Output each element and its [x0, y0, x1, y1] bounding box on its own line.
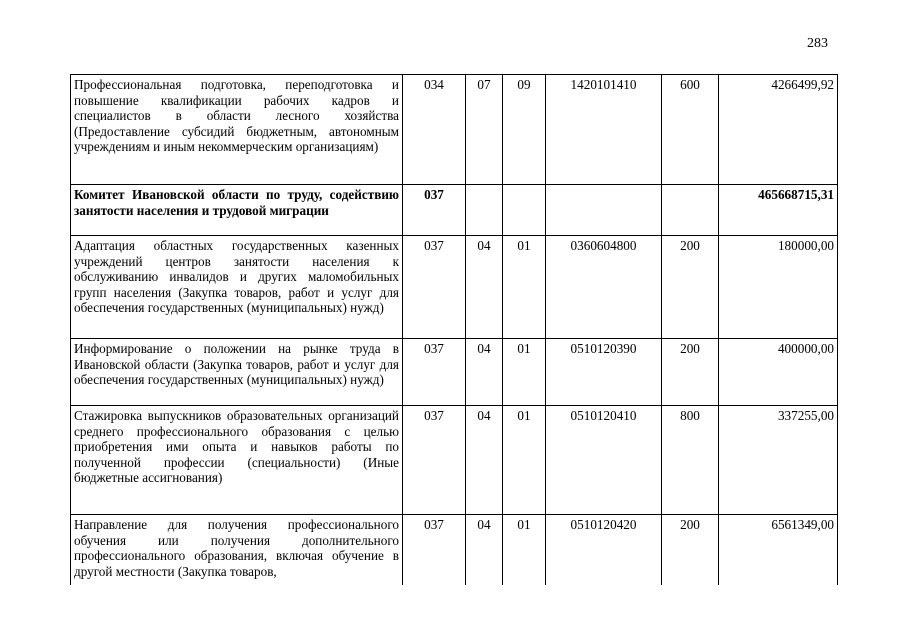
- amount-cell: 4266499,92: [719, 75, 838, 185]
- subsection-code-cell: 01: [503, 339, 546, 406]
- section-code-cell: 07: [466, 75, 503, 185]
- expense-name-cell: Стажировка выпускников образовательных организаций среднего профессионального образования с целью приобретения ими опыта и навыков работы по полученной профессии (специальности) (Иные бюджетные ассигнования): [71, 406, 403, 515]
- target-article-cell: [546, 185, 662, 236]
- page-number: 283: [807, 36, 828, 51]
- expense-type-cell: 200: [662, 236, 719, 339]
- amount-cell: 6561349,00: [719, 515, 838, 585]
- ministry-code-cell: 037: [403, 236, 466, 339]
- target-article-cell: 0510120420: [546, 515, 662, 585]
- amount-cell: 337255,00: [719, 406, 838, 515]
- table-row: [71, 339, 838, 406]
- ministry-code-cell: 037: [403, 185, 466, 236]
- expense-type-cell: 800: [662, 406, 719, 515]
- subsection-code-cell: 01: [503, 406, 546, 515]
- expense-name-cell: Комитет Ивановской области по труду, содействию занятости населения и трудовой миграции: [71, 185, 403, 236]
- amount-cell: 400000,00: [719, 339, 838, 406]
- amount-cell: 465668715,31: [719, 185, 838, 236]
- target-article-cell: 0510120410: [546, 406, 662, 515]
- section-code-cell: 04: [466, 515, 503, 585]
- expense-name-cell: Адаптация областных государственных казенных учреждений центров занятости населения к обслуживанию инвалидов и других маломобильных групп населения (Закупка товаров, работ и услуг для обеспечения государственных (муниципальных) нужд): [71, 236, 403, 339]
- table-row: [71, 515, 838, 585]
- table-row: [71, 75, 838, 185]
- expense-name-cell: Информирование о положении на рынке труда в Ивановской области (Закупка товаров, работ и услуг для обеспечения государственных (муниципальных) нужд): [71, 339, 403, 406]
- subsection-code-cell: 09: [503, 75, 546, 185]
- table-row: [71, 236, 838, 339]
- ministry-code-cell: 034: [403, 75, 466, 185]
- subsection-code-cell: [503, 185, 546, 236]
- expense-name-cell: Направление для получения профессионального обучения или получения дополнительного профессионального образования, включая обучение в другой местности (Закупка товаров,: [71, 515, 403, 585]
- expense-type-cell: [662, 185, 719, 236]
- ministry-code-cell: 037: [403, 339, 466, 406]
- target-article-cell: 0510120390: [546, 339, 662, 406]
- subsection-code-cell: 01: [503, 515, 546, 585]
- section-code-cell: 04: [466, 406, 503, 515]
- expense-type-cell: 200: [662, 515, 719, 585]
- table-row: [71, 185, 838, 236]
- ministry-code-cell: 037: [403, 515, 466, 585]
- section-code-cell: 04: [466, 236, 503, 339]
- section-code-cell: [466, 185, 503, 236]
- ministry-code-cell: 037: [403, 406, 466, 515]
- expense-type-cell: 200: [662, 339, 719, 406]
- expense-type-cell: 600: [662, 75, 719, 185]
- target-article-cell: 0360604800: [546, 236, 662, 339]
- section-code-cell: 04: [466, 339, 503, 406]
- expense-name-cell: Профессиональная подготовка, переподготовка и повышение квалификации рабочих кадров и специалистов в области лесного хозяйства (Предоставление субсидий бюджетным, автономным учреждениям и иным некоммерческим организациям): [71, 75, 403, 185]
- table-row: [71, 406, 838, 515]
- subsection-code-cell: 01: [503, 236, 546, 339]
- budget-table: [70, 74, 838, 585]
- amount-cell: 180000,00: [719, 236, 838, 339]
- target-article-cell: 1420101410: [546, 75, 662, 185]
